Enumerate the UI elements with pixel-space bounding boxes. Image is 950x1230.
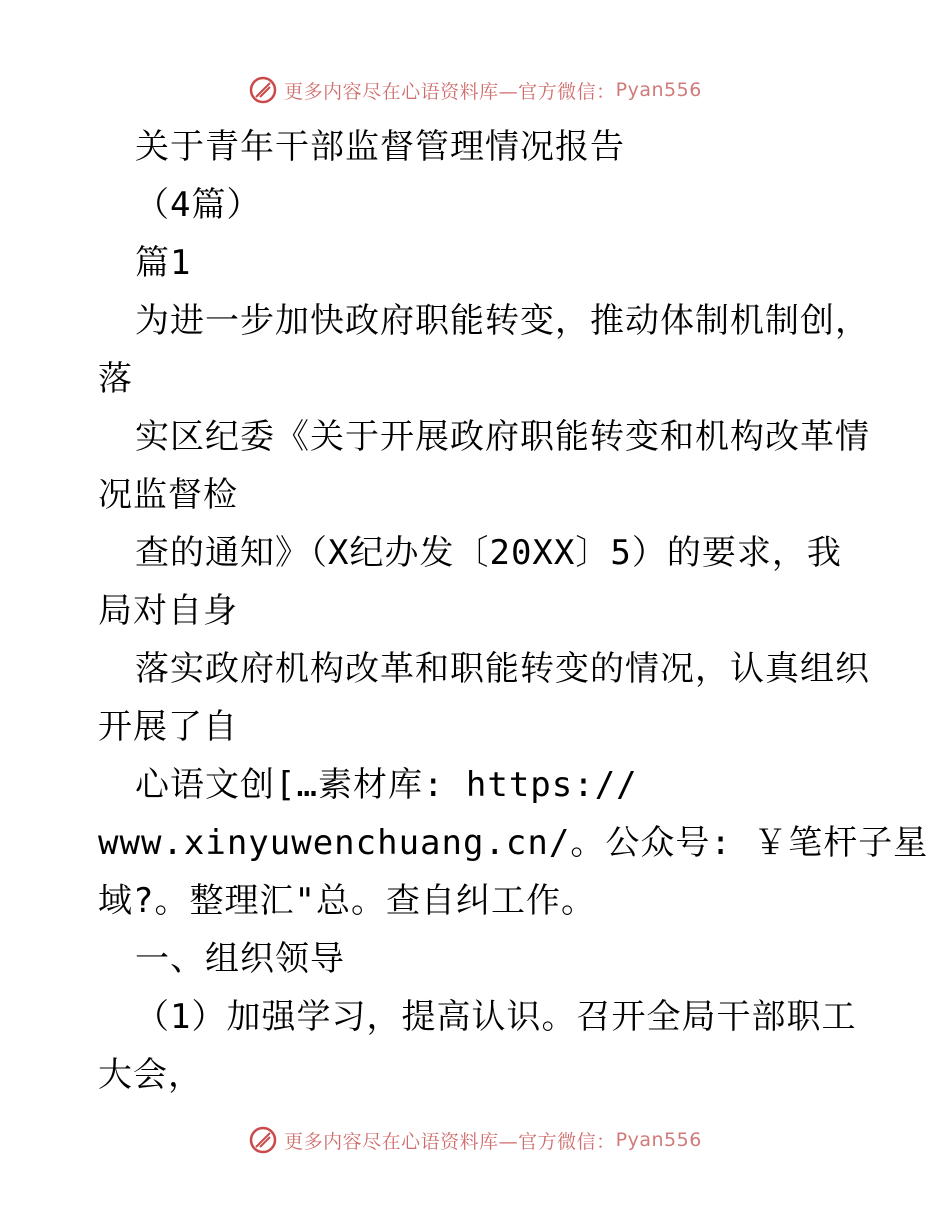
text-line: 查的通知》（X纪办发〔20XX〕5）的要求，我 [135,533,842,573]
text-line: 域?。整理汇"总。查自纠工作。 [98,881,596,921]
banner-text: 更多内容尽在心语资料库—官方微信： [284,1130,616,1153]
text-line: 实区纪委《关于开展政府职能转变和机构改革情 [135,417,870,457]
quill-logo-icon [248,75,278,105]
text-line: 况监督检 [98,475,238,515]
document-body [98,118,929,1104]
text-line: www.xinyuwenchuang.cn/。公众号: ￥笔杆子星 [98,823,929,863]
footer-watermark-banner [0,1120,950,1160]
document-title: 关于青年干部监督管理情况报告 [135,127,625,167]
text-line: 心语文创[…素材库: https:// [135,765,638,805]
text-line: 局对自身 [98,591,238,631]
text-line: （4篇） [135,185,262,225]
banner-wechat-id: Pyan556 [615,79,702,101]
text-line: 落 [98,359,133,399]
header-watermark-banner [0,70,950,110]
text-line: 篇1 [135,243,192,283]
banner-wechat-id: Pyan556 [615,1129,702,1151]
text-line: 落实政府机构改革和职能转变的情况，认真组织 [135,649,870,689]
text-line: 大会， [98,1055,203,1095]
quill-logo-icon [248,1125,278,1155]
text-line: （1）加强学习，提高认识。召开全局干部职工 [135,997,857,1037]
text-line: 为进一步加快政府职能转变，推动体制机制创， [135,301,870,341]
banner-text: 更多内容尽在心语资料库—官方微信： [284,80,616,103]
text-line: 开展了自 [98,707,238,747]
text-line: 一、组织领导 [135,939,345,979]
